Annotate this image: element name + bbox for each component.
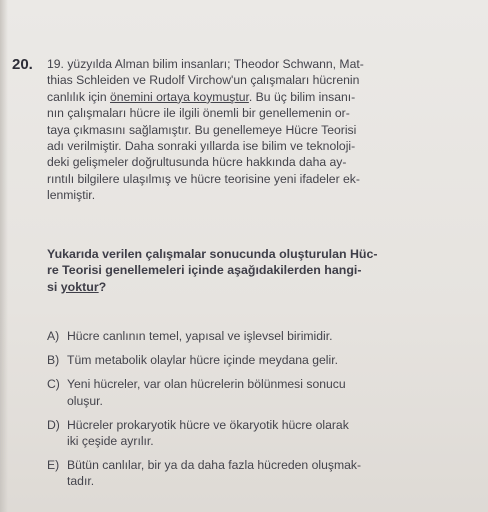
prompt-text: si	[47, 279, 61, 294]
option-text: Bütün canlılar, bir ya da daha fazla hücreden oluşmak-	[67, 458, 362, 473]
option-letter: A)	[47, 329, 60, 343]
question-number: 20.	[12, 56, 33, 73]
paragraph-text: canlılık için	[47, 89, 110, 104]
option-text: Hücre canlının temel, yapısal ve işlevsel birimidir.	[67, 329, 333, 343]
underlined-phrase: önemini ortaya koymuştur	[110, 89, 249, 104]
option-text: tadır.	[67, 474, 95, 489]
paragraph-text: . Bu üç bilim insanı-	[248, 89, 356, 104]
option-text: Tüm metabolik olaylar hücre içinde meydana gelir.	[67, 353, 338, 368]
option-letter: D)	[47, 417, 60, 432]
paragraph-line: thias Schleiden ve Rudolf Virchow'un çalışmaları hücrenin	[47, 73, 360, 88]
prompt-line: re Teorisi genellemeleri içinde aşağıdakilerden hangi-	[47, 263, 362, 278]
option-text: iki çeşide ayrılır.	[67, 434, 154, 449]
question-paragraph	[47, 56, 439, 204]
option-b[interactable]	[47, 352, 447, 368]
underlined-keyword: yoktur	[60, 279, 99, 294]
option-e[interactable]	[47, 457, 447, 489]
paragraph-line: lenmiştir.	[47, 188, 96, 203]
prompt-text: ?	[98, 279, 107, 294]
paragraph-line: rıntılı bilgilere ulaşılmış ve hücre teorisine yeni ifadeler ek-	[47, 171, 360, 186]
option-letter: C)	[47, 377, 60, 392]
question-prompt	[47, 246, 439, 295]
option-letter: E)	[47, 458, 60, 473]
option-text: Hücreler prokaryotik hücre ve ökaryotik hücre olarak	[67, 417, 349, 432]
option-text: Yeni hücreler, var olan hücrelerin bölünmesi sonucu	[67, 377, 346, 392]
paragraph-line	[47, 89, 439, 105]
paragraph-line: deki gelişmeler doğrultusunda hücre hakkında daha ay-	[47, 155, 347, 170]
option-c[interactable]	[47, 376, 447, 408]
answer-options	[47, 328, 447, 498]
paragraph-line: adı verilmiştir. Daha sonraki yıllarda ise bilim ve teknoloji-	[47, 139, 356, 154]
option-text: oluşur.	[67, 393, 103, 408]
prompt-line: Yukarıda verilen çalışmalar sonucunda oluşturulan Hüc-	[47, 247, 378, 261]
option-letter: B)	[47, 353, 60, 368]
option-a[interactable]	[47, 328, 447, 344]
paragraph-line: taya çıkmasını sağlamıştır. Bu genellemeye Hücre Teorisi	[47, 122, 357, 137]
prompt-line	[47, 279, 439, 295]
option-d[interactable]	[47, 417, 447, 449]
paragraph-line: 19. yüzyılda Alman bilim insanları; Theodor Schwann, Mat-	[47, 57, 364, 71]
paragraph-line: nın çalışmaları hücre ile ilgili önemli bir genellemenin or-	[47, 106, 350, 121]
page-edge-shadow	[0, 0, 8, 512]
